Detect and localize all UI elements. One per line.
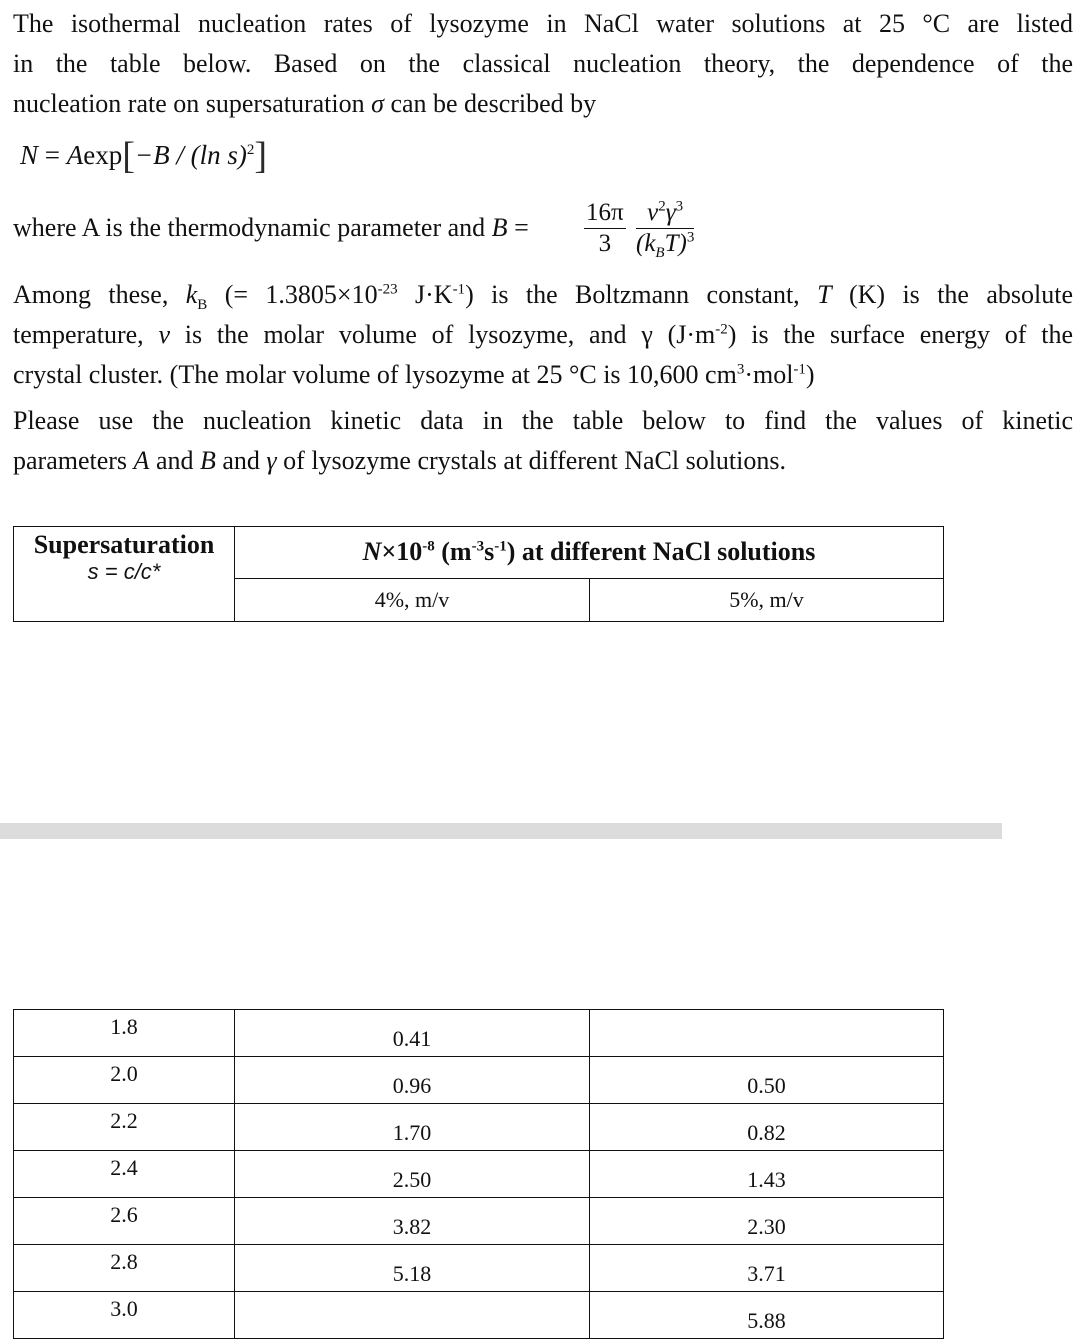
formula-lhs: N [20, 140, 39, 170]
formula-inner: −B / (ln s) [134, 140, 247, 170]
among-l1-b: (= 1.3805×10 [207, 280, 378, 309]
v-exponent: 2 [658, 198, 666, 215]
intro-line-1: The isothermal nucleation rates of lysozyme in NaCl water solutions at 25 °C are listed [13, 9, 1073, 38]
exp-neg2: -2 [715, 321, 728, 338]
intro-paragraph [13, 4, 1073, 124]
kbt-sub: B [655, 245, 665, 261]
intro-line-3-b: can be described by [383, 89, 597, 118]
cell-n-4-percent: 1.70 [235, 1104, 590, 1151]
among-l3-a: crystal cluster. (The molar volume of lysozyme at 25 °C is 10,600 cm [13, 360, 737, 389]
cell-n-5-percent [590, 1010, 944, 1057]
header-n-exp: -8 [422, 538, 435, 555]
among-l1-d: ) is the Boltzmann constant, [465, 280, 818, 309]
table-row [14, 1151, 944, 1198]
fraction-2-denominator [636, 229, 694, 259]
please-l2-a: parameters [13, 446, 134, 475]
header-n-exp2: -1 [494, 538, 507, 555]
b-definition [13, 208, 529, 248]
table-row [14, 1292, 944, 1339]
symbol-gamma: γ [665, 199, 676, 226]
kb-sub: B [197, 297, 208, 314]
please-l2-d: of lysozyme crystals at different NaCl solutions. [276, 446, 786, 475]
formula-a: A [66, 140, 84, 170]
cell-n-4-percent: 2.50 [235, 1151, 590, 1198]
header-n-exp1: -3 [471, 538, 485, 555]
cell-supersaturation: 2.4 [14, 1151, 235, 1198]
right-bracket: ] [254, 135, 268, 177]
page-divider [0, 823, 1002, 839]
cell-supersaturation: 2.8 [14, 1245, 235, 1292]
among-l2-c: ) is the surface energy of the [727, 320, 1073, 349]
please-l2-c: and [215, 446, 267, 475]
bdef-text-a: where A is the thermodynamic parameter and [13, 213, 492, 242]
please-line-2 [13, 441, 1073, 481]
table-row [14, 1198, 944, 1245]
header-nucleation-rate [235, 527, 944, 579]
formula-power: 2 [246, 142, 255, 158]
kbt-open: (k [636, 230, 656, 257]
cell-supersaturation: 2.2 [14, 1104, 235, 1151]
exp-neg1b: -1 [793, 361, 806, 378]
cell-n-4-percent: 3.82 [235, 1198, 590, 1245]
symbol-v: v [647, 199, 659, 226]
formula-equals: = [38, 140, 67, 170]
header-n-a: ×10 [381, 537, 423, 567]
cell-n-4-percent: 5.18 [235, 1245, 590, 1292]
constants-paragraph [13, 275, 1073, 395]
header-supersaturation-formula: s = c/c* [87, 559, 161, 584]
among-l2-b: is the molar volume of lysozyme, and γ (J·m [169, 320, 716, 349]
kbt-close: T) [664, 230, 687, 257]
table-row [14, 1104, 944, 1151]
fraction-1-numerator: 16π [584, 198, 626, 229]
param-gamma: γ [266, 446, 277, 475]
cell-n-5-percent: 1.43 [590, 1151, 944, 1198]
among-l1-a: Among these, [13, 280, 186, 309]
among-line-2 [13, 315, 1073, 355]
please-l2-b: and [149, 446, 200, 475]
table-row [14, 1010, 944, 1057]
formula-exp: exp [83, 140, 123, 170]
cell-n-5-percent: 3.71 [590, 1245, 944, 1292]
cell-n-4-percent: 0.41 [235, 1010, 590, 1057]
table-row [14, 1057, 944, 1104]
table-row [14, 1245, 944, 1292]
header-n-symbol: N [362, 537, 382, 567]
fraction-2-numerator [636, 198, 694, 229]
bdef-equals: = [507, 213, 529, 242]
fraction-16pi-over-3 [584, 198, 626, 259]
intro-line-3-a: nucleation rate on supersaturation [13, 89, 372, 118]
header-n-b: (m [434, 537, 472, 567]
cell-n-5-percent: 2.30 [590, 1198, 944, 1245]
task-paragraph [13, 401, 1073, 481]
nucleation-formula [20, 130, 267, 177]
exp-neg1: -1 [452, 281, 466, 298]
please-line-1: Please use the nucleation kinetic data in the table below to find the values of kinetic [13, 406, 1073, 435]
header-n-c: s [484, 537, 495, 567]
header-supersaturation [14, 527, 235, 622]
cell-supersaturation: 2.6 [14, 1198, 235, 1245]
sigma-symbol: σ [371, 89, 384, 118]
kb-symbol: k [185, 280, 198, 309]
table-body [13, 1009, 944, 1339]
fraction-1-denominator: 3 [598, 230, 612, 257]
header-n-d: ) at different NaCl solutions [506, 537, 816, 567]
among-l3-c: ) [805, 360, 815, 389]
exp-neg23: -23 [377, 281, 398, 298]
kbt-exponent: 3 [686, 229, 695, 246]
cell-n-4-percent: 0.96 [235, 1057, 590, 1104]
cell-n-5-percent: 0.50 [590, 1057, 944, 1104]
param-b: B [199, 446, 216, 475]
left-bracket: [ [122, 135, 135, 177]
among-l3-b: ·mol [744, 360, 794, 389]
intro-line-3 [13, 84, 1073, 124]
header-supersaturation-title: Supersaturation [33, 530, 215, 559]
t-symbol: T [817, 280, 832, 309]
bdef-b: B [491, 213, 508, 242]
param-a: A [133, 446, 150, 475]
among-l2-a: temperature, [13, 320, 159, 349]
among-l1-c: J·K [397, 280, 453, 309]
cell-n-5-percent: 5.88 [590, 1292, 944, 1339]
among-line-1 [13, 275, 1073, 315]
intro-line-2: in the table below. Based on the classical nucleation theory, the dependence of the [13, 49, 1073, 78]
among-line-3 [13, 355, 1073, 395]
cell-supersaturation: 3.0 [14, 1292, 235, 1339]
cell-supersaturation: 1.8 [14, 1010, 235, 1057]
fraction-v-gamma-over-kbt [636, 198, 694, 259]
among-l1-e: (K) is the absolute [831, 280, 1073, 309]
header-5-percent: 5%, m/v [590, 578, 944, 621]
table-header [13, 526, 944, 622]
cell-n-4-percent [235, 1292, 590, 1339]
header-n-title [363, 537, 816, 566]
cell-n-5-percent: 0.82 [590, 1104, 944, 1151]
header-4-percent: 4%, m/v [235, 578, 590, 621]
v-symbol: v [158, 320, 170, 349]
exp-3: 3 [736, 361, 745, 378]
gamma-exponent: 3 [675, 198, 684, 215]
cell-supersaturation: 2.0 [14, 1057, 235, 1104]
